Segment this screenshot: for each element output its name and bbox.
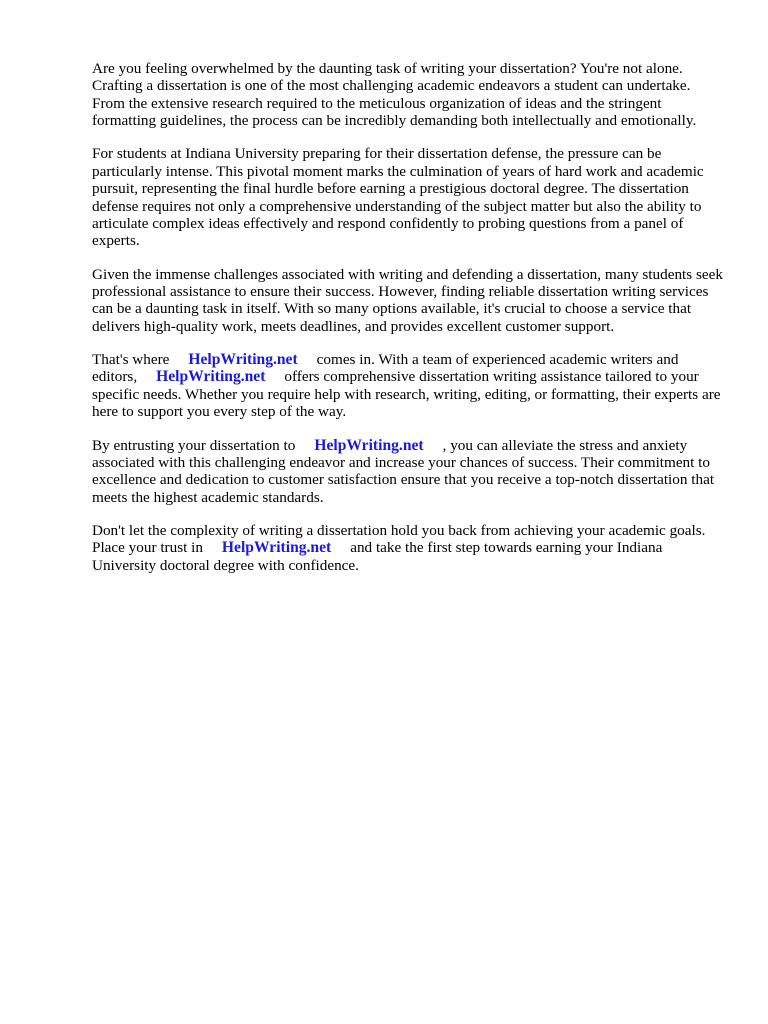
paragraph — [92, 351, 724, 421]
paragraph — [92, 60, 724, 130]
paragraph-text: Don't let the complexity of writing a dissertation hold you back from achieving your academic goals. Place your trust in — [92, 521, 706, 557]
helpwriting-link[interactable]: HelpWriting.net — [314, 436, 424, 454]
helpwriting-link[interactable]: HelpWriting.net — [188, 351, 298, 369]
paragraph-text: offers comprehensive dissertation writing assistance tailored to your specific needs. Whether you require help with research, writing, editing, or formatting, their experts are here to support you every step of the way. — [92, 368, 721, 421]
helpwriting-link[interactable]: HelpWriting.net — [221, 539, 332, 557]
paragraph-text: For students at Indiana University preparing for their dissertation defense, the pressure can be particularly intense. This pivotal moment marks the culmination of years of hard work and academic pursuit, representing the final hurdle before earning a prestigious doctoral degree. The dissertation defense requires not only a comprehensive understanding of the subject matter but also the ability to articulate complex ideas effectively and respond confidently to probing questions from a panel of experts. — [92, 145, 704, 250]
paragraph-text: By entrusting your dissertation to — [92, 436, 296, 454]
paragraph-text: Given the immense challenges associated with writing and defending a dissertation, many students seek professional assistance to ensure their success. However, finding reliable dissertation writing services can be a daunting task in itself. With so many options available, it's crucial to choose a service that delivers high-quality work, meets deadlines, and provides excellent customer support. — [92, 265, 723, 335]
paragraph-text: That's where — [92, 351, 170, 369]
paragraph — [92, 437, 724, 507]
paragraph-text: and take the first step towards earning your Indiana University doctoral degree with confidence. — [92, 539, 663, 574]
paragraph — [92, 145, 724, 249]
paragraph — [92, 266, 724, 336]
helpwriting-link[interactable]: HelpWriting.net — [156, 368, 266, 386]
paragraph — [92, 522, 724, 574]
document-body — [92, 60, 724, 590]
paragraph-text: Are you feeling overwhelmed by the daunting task of writing your dissertation? You're not alone. Crafting a dissertation is one of the most challenging academic endeavors a student can undertake. From the extensive research required to the meticulous organization of ideas and the stringent formatting guidelines, the process can be incredibly demanding both intellectually and emotionally. — [92, 60, 697, 130]
paragraph-text: comes in. With a team of experienced academic writers and editors, — [92, 351, 679, 386]
paragraph-text: , you can alleviate the stress and anxiety associated with this challenging endeavor and increase your chances of success. Their commitment to excellence and dedication to customer satisfaction ensure that you receive a top-notch dissertation that meets the highest academic standards. — [92, 436, 715, 506]
